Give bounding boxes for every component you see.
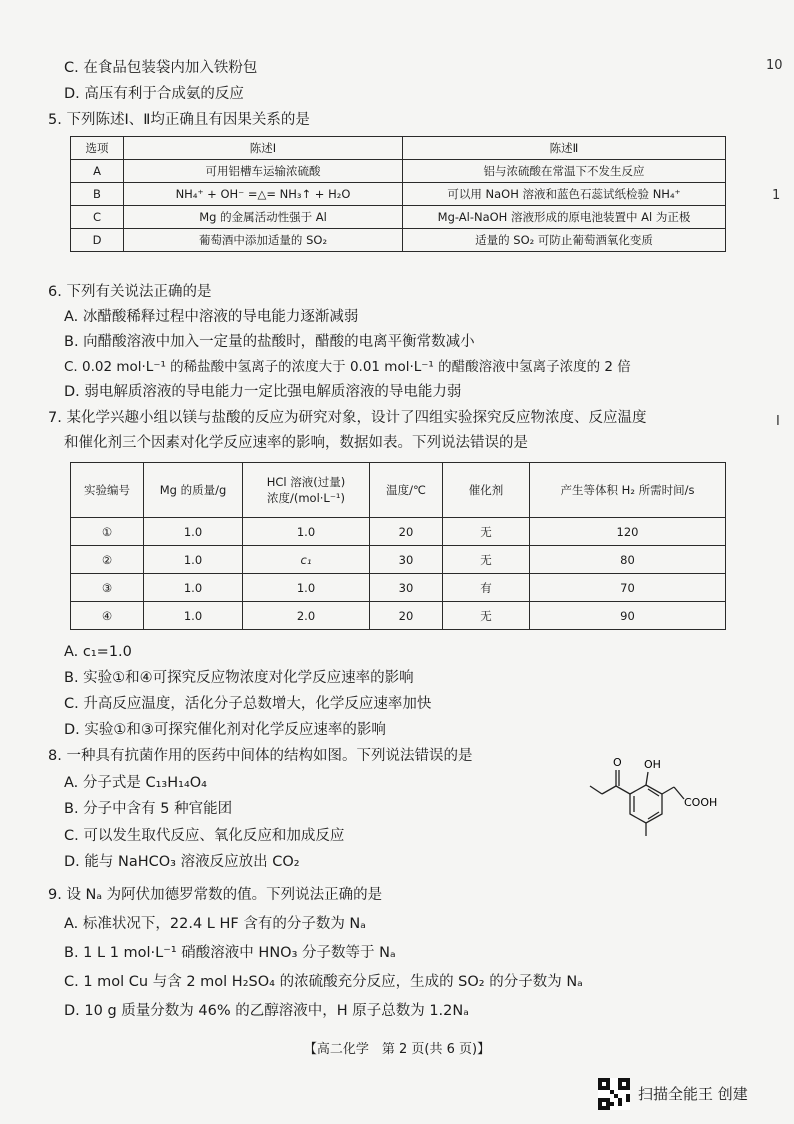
table-cell: 葡萄酒中添加适量的 SO₂ bbox=[124, 229, 403, 252]
header-cell: 选项 bbox=[71, 137, 124, 160]
option-d-prev: D. 高压有利于合成氨的反应 bbox=[64, 86, 244, 102]
header-cell: 实验编号 bbox=[71, 463, 144, 518]
table-row bbox=[71, 602, 726, 630]
table-cell: 20 bbox=[370, 518, 443, 546]
margin-mark-1: 10 bbox=[766, 58, 783, 73]
table-cell: 可用铝槽车运输浓硫酸 bbox=[124, 160, 403, 183]
header-cell-hcl bbox=[243, 463, 370, 518]
q6-option-a: A. 冰醋酸稀释过程中溶液的导电能力逐渐减弱 bbox=[64, 309, 359, 325]
q7-option-c: C. 升高反应温度，活化分子总数增大，化学反应速率加快 bbox=[64, 696, 432, 712]
table-cell: 有 bbox=[443, 574, 530, 602]
table-cell: 1.0 bbox=[144, 574, 243, 602]
table-row bbox=[71, 183, 726, 206]
statement-table bbox=[70, 136, 726, 252]
table-cell: 90 bbox=[530, 602, 726, 630]
table-row bbox=[71, 546, 726, 574]
table-cell: 1.0 bbox=[243, 518, 370, 546]
q7-option-a: A. c₁=1.0 bbox=[64, 644, 132, 660]
table-cell: 1.0 bbox=[144, 518, 243, 546]
table-cell: 30 bbox=[370, 546, 443, 574]
table-row bbox=[71, 229, 726, 252]
q8-option-d: D. 能与 NaHCO₃ 溶液反应放出 CO₂ bbox=[64, 854, 300, 870]
table-row bbox=[71, 518, 726, 546]
table-cell: 1.0 bbox=[144, 546, 243, 574]
experiment-table bbox=[70, 462, 726, 630]
page-footer: 【高二化学 第 2 页(共 6 页)】 bbox=[303, 1042, 491, 1057]
table-cell: c₁ bbox=[243, 546, 370, 574]
table-cell: D bbox=[71, 229, 124, 252]
table-row bbox=[71, 160, 726, 183]
header-cell: 温度/℃ bbox=[370, 463, 443, 518]
q6-option-d: D. 弱电解质溶液的导电能力一定比强电解质溶液的导电能力弱 bbox=[64, 384, 462, 400]
question-6: 6. 下列有关说法正确的是 bbox=[48, 284, 212, 300]
table-cell: 20 bbox=[370, 602, 443, 630]
q6-option-c: C. 0.02 mol·L⁻¹ 的稀盐酸中氢离子的浓度大于 0.01 mol·L⁻¹ 的醋酸溶液中氢离子浓度的 2 倍 bbox=[64, 359, 631, 375]
table-cell: 2.0 bbox=[243, 602, 370, 630]
question-7-line-1: 7. 某化学兴趣小组以镁与盐酸的反应为研究对象，设计了四组实验探究反应物浓度、反应温度 bbox=[48, 410, 647, 426]
table-cell: B bbox=[71, 183, 124, 206]
q6-option-b: B. 向醋酸溶液中加入一定量的盐酸时，醋酸的电离平衡常数减小 bbox=[64, 334, 475, 350]
margin-mark-2: 1 bbox=[772, 188, 781, 203]
table-header-row bbox=[71, 463, 726, 518]
question-5: 5. 下列陈述Ⅰ、Ⅱ均正确且有因果关系的是 bbox=[48, 112, 310, 128]
table-cell: ② bbox=[71, 546, 144, 574]
option-c-prev: C. 在食品包装袋内加入铁粉包 bbox=[64, 60, 258, 76]
molecular-structure-diagram bbox=[576, 754, 718, 862]
table-cell: ① bbox=[71, 518, 144, 546]
table-cell: 30 bbox=[370, 574, 443, 602]
qr-code-icon bbox=[598, 1078, 630, 1110]
table-cell: 70 bbox=[530, 574, 726, 602]
header-cell: 陈述Ⅰ bbox=[124, 137, 403, 160]
q7-option-b: B. 实验①和④可探究反应物浓度对化学反应速率的影响 bbox=[64, 670, 414, 686]
table-cell: 可以用 NaOH 溶液和蓝色石蕊试纸检验 NH₄⁺ bbox=[403, 183, 726, 206]
table-cell: 120 bbox=[530, 518, 726, 546]
table-cell: C bbox=[71, 206, 124, 229]
hydroxyl-label: OH bbox=[644, 758, 661, 771]
table-row bbox=[71, 206, 726, 229]
benzene-ring bbox=[630, 785, 662, 823]
q8-option-b: B. 分子中含有 5 种官能团 bbox=[64, 801, 233, 817]
table-cell: Mg-Al-NaOH 溶液形成的原电池装置中 Al 为正极 bbox=[403, 206, 726, 229]
table-cell: 80 bbox=[530, 546, 726, 574]
q8-option-a: A. 分子式是 C₁₃H₁₄O₄ bbox=[64, 775, 207, 791]
table-cell: 铝与浓硫酸在常温下不发生反应 bbox=[403, 160, 726, 183]
header-hcl-line-2: 浓度/(mol·L⁻¹) bbox=[266, 491, 346, 505]
table-cell: 无 bbox=[443, 518, 530, 546]
header-cell: 陈述Ⅱ bbox=[403, 137, 726, 160]
carbonyl-o-label: O bbox=[613, 756, 622, 769]
table-cell: 无 bbox=[443, 602, 530, 630]
table-cell: A bbox=[71, 160, 124, 183]
q8-option-c: C. 可以发生取代反应、氧化反应和加成反应 bbox=[64, 828, 345, 844]
question-9: 9. 设 Nₐ 为阿伏加德罗常数的值。下列说法正确的是 bbox=[48, 887, 383, 903]
table-cell: NH₄⁺ + OH⁻ =△= NH₃↑ + H₂O bbox=[124, 183, 403, 206]
header-cell: Mg 的质量/g bbox=[144, 463, 243, 518]
table-cell: ④ bbox=[71, 602, 144, 630]
table-cell: ③ bbox=[71, 574, 144, 602]
carboxyl-label: COOH bbox=[684, 796, 718, 809]
q9-option-c: C. 1 mol Cu 与含 2 mol H₂SO₄ 的浓硫酸充分反应，生成的 SO₂ 的分子数为 Nₐ bbox=[64, 974, 583, 990]
q9-option-b: B. 1 L 1 mol·L⁻¹ 硝酸溶液中 HNO₃ 分子数等于 Nₐ bbox=[64, 945, 396, 961]
margin-mark-3: I bbox=[776, 414, 780, 429]
q9-option-a: A. 标准状况下，22.4 L HF 含有的分子数为 Nₐ bbox=[64, 916, 366, 932]
table-cell: 1.0 bbox=[144, 602, 243, 630]
question-7-line-2: 和催化剂三个因素对化学反应速率的影响，数据如表。下列说法错误的是 bbox=[64, 435, 528, 451]
header-hcl-line-1: HCl 溶液(过量) bbox=[266, 475, 346, 489]
question-8: 8. 一种具有抗菌作用的医药中间体的结构如图。下列说法错误的是 bbox=[48, 748, 473, 764]
table-cell: Mg 的金属活动性强于 Al bbox=[124, 206, 403, 229]
scanner-watermark: 扫描全能王 创建 bbox=[638, 1085, 748, 1103]
header-cell: 催化剂 bbox=[443, 463, 530, 518]
table-header-row bbox=[71, 137, 726, 160]
table-cell: 适量的 SO₂ 可防止葡萄酒氧化变质 bbox=[403, 229, 726, 252]
table-row bbox=[71, 574, 726, 602]
q9-option-d: D. 10 g 质量分数为 46% 的乙醇溶液中，H 原子总数为 1.2Nₐ bbox=[64, 1003, 469, 1019]
table-cell: 1.0 bbox=[243, 574, 370, 602]
header-cell: 产生等体积 H₂ 所需时间/s bbox=[530, 463, 726, 518]
q7-option-d: D. 实验①和③可探究催化剂对化学反应速率的影响 bbox=[64, 722, 386, 738]
table-cell: 无 bbox=[443, 546, 530, 574]
